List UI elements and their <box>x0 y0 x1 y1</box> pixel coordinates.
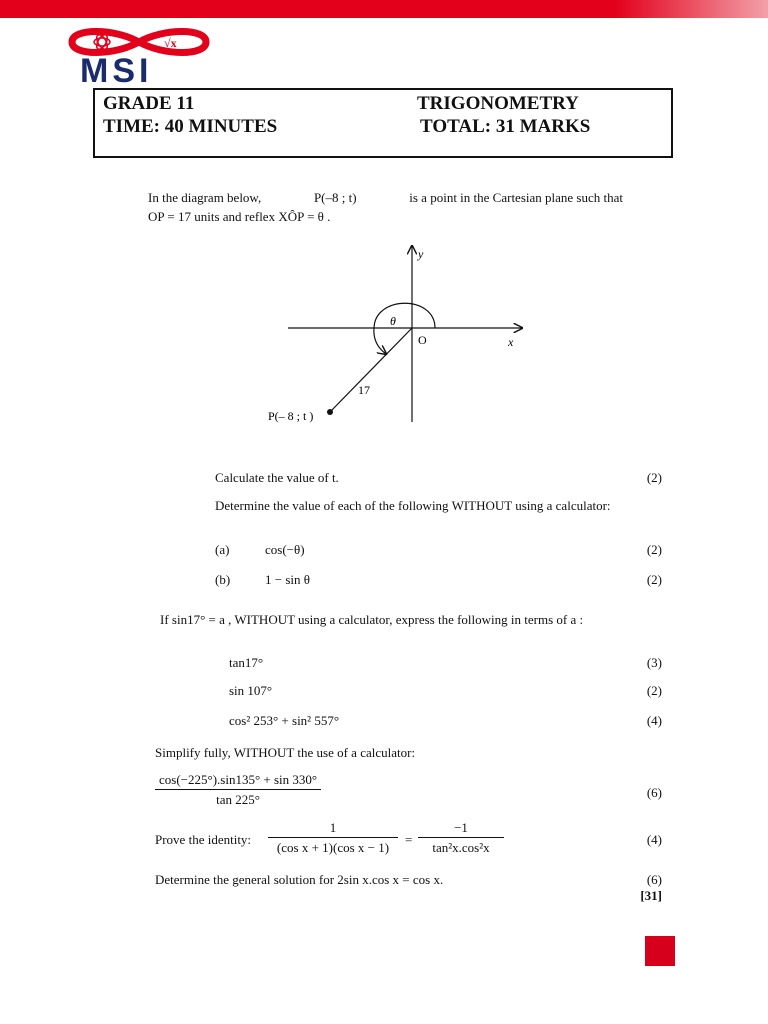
grade-label: GRADE 11 <box>103 93 195 114</box>
q5-rhs-den: tan²x.cos²x <box>432 840 490 855</box>
intro-line2: OP = 17 units and reflex XÔP = θ . <box>148 209 331 224</box>
q5-intro: Prove the identity: <box>155 832 252 847</box>
q2b-marks: (2) <box>646 572 662 587</box>
q3c-marks: (4) <box>646 713 662 728</box>
q5-lhs-num: 1 <box>268 820 398 838</box>
q4-denominator: tan 225° <box>216 792 260 807</box>
q2b-expr: 1 − sin θ <box>265 572 310 587</box>
subject-label: TRIGONOMETRY <box>417 93 579 114</box>
total-label: TOTAL: 31 MARKS <box>420 116 591 137</box>
q2b-label: (b) <box>215 572 231 587</box>
q6-marks: (6) <box>646 872 662 887</box>
point-p <box>327 409 333 415</box>
q3-intro: If sin17° = a , WITHOUT using a calculator, express the following in terms of a : <box>160 612 584 627</box>
theta-label: θ <box>390 314 396 328</box>
intro-line1-a: In the diagram below, <box>148 190 262 205</box>
y-axis-label: y <box>418 247 424 261</box>
q4-fraction <box>155 772 321 808</box>
q2a-marks: (2) <box>646 542 662 557</box>
q3c-expr: cos² 253° + sin² 557° <box>229 713 340 728</box>
intro-text <box>148 188 623 226</box>
q2a-label: (a) <box>215 542 230 557</box>
q4-marks: (6) <box>646 785 662 800</box>
top-accent-bar <box>0 0 768 18</box>
q2-intro: Determine the value of each of the following WITHOUT using a calculator: <box>215 498 611 513</box>
q3b-marks: (2) <box>646 683 662 698</box>
total-marks: [31] <box>640 888 662 903</box>
intro-point: P(–8 ; t) <box>313 190 357 205</box>
header-box <box>93 88 673 158</box>
q4-numerator: cos(−225°).sin135° + sin 330° <box>155 772 321 790</box>
point-p-label: P(– 8 ; t ) <box>268 409 314 423</box>
corner-red-square <box>645 936 675 966</box>
segment-op <box>330 328 412 412</box>
q5-lhs-fraction <box>268 820 398 856</box>
q5-rhs-num: −1 <box>418 820 504 838</box>
x-axis-label: x <box>508 335 514 349</box>
q5-equals: = <box>405 832 413 847</box>
q2a-expr: cos(−θ) <box>265 542 305 557</box>
q1-marks: (2) <box>646 470 662 485</box>
length-label: 17 <box>358 383 370 397</box>
q3b-expr: sin 107° <box>229 683 273 698</box>
logo-text: MSI <box>80 52 153 90</box>
cartesian-diagram <box>250 240 550 430</box>
time-label: TIME: 40 MINUTES <box>103 116 278 137</box>
q3a-expr: tan17° <box>229 655 264 670</box>
q4-intro: Simplify fully, WITHOUT the use of a calculator: <box>155 745 416 760</box>
q5-lhs-den: (cos x + 1)(cos x − 1) <box>276 840 390 855</box>
intro-line1-b: is a point in the Cartesian plane such that <box>409 190 623 205</box>
origin-label: O <box>418 333 427 347</box>
q3a-marks: (3) <box>646 655 662 670</box>
q5-rhs-fraction <box>418 820 504 856</box>
q1-text: Calculate the value of t. <box>215 470 339 485</box>
logo-glyph: √x <box>164 36 177 50</box>
q6-text: Determine the general solution for 2sin x.cos x = cos x. <box>155 872 444 887</box>
q5-marks: (4) <box>646 832 662 847</box>
